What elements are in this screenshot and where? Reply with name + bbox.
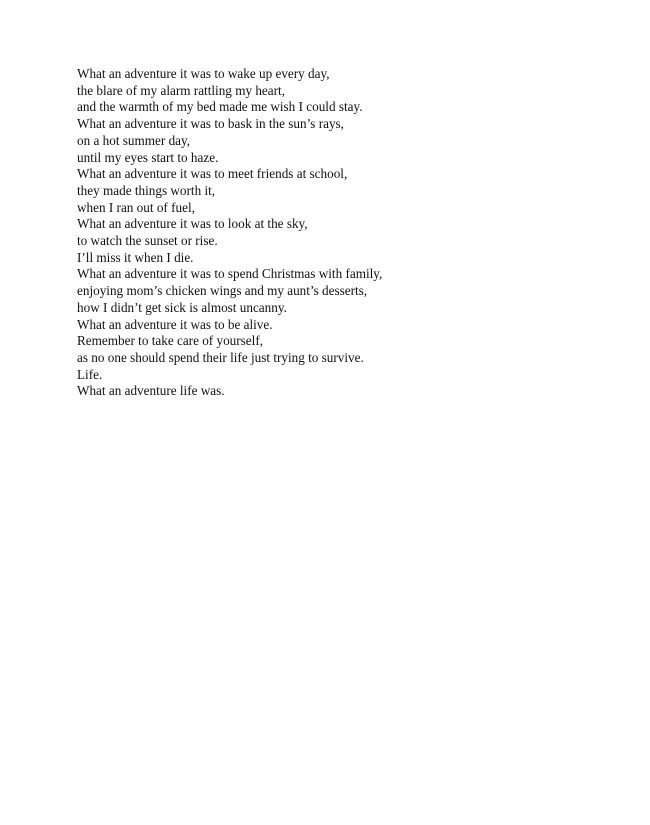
poem-line: and the warmth of my bed made me wish I could stay. [77,99,363,115]
poem-line: until my eyes start to haze. [77,149,219,165]
poem-line: What an adventure life was. [77,383,225,399]
poem-line: enjoying mom’s chicken wings and my aunt’s desserts, [77,283,368,299]
poem-line: Remember to take care of yourself, [77,333,264,349]
poem-line: when I ran out of fuel, [77,199,195,215]
poem-line: on a hot summer day, [77,132,191,148]
poem-body [77,66,597,400]
poem-line: What an adventure it was to spend Christmas with family, [77,266,383,282]
poem-line: What an adventure it was to bask in the sun’s rays, [77,116,344,132]
poem-line: What an adventure it was to be alive. [77,316,273,332]
poem-line: the blare of my alarm rattling my heart, [77,82,285,98]
poem-line: What an adventure it was to wake up every day, [77,66,330,81]
poem-line: Life. [77,366,103,382]
poem-line: as no one should spend their life just trying to survive. [77,349,364,365]
poem-line: they made things worth it, [77,182,216,198]
poem-line: to watch the sunset or rise. [77,233,218,249]
poem-line: What an adventure it was to meet friends at school, [77,166,348,182]
poem-line: What an adventure it was to look at the sky, [77,216,308,232]
poem-line: I’ll miss it when I die. [77,249,194,265]
poem-line: how I didn’t get sick is almost uncanny. [77,299,287,315]
